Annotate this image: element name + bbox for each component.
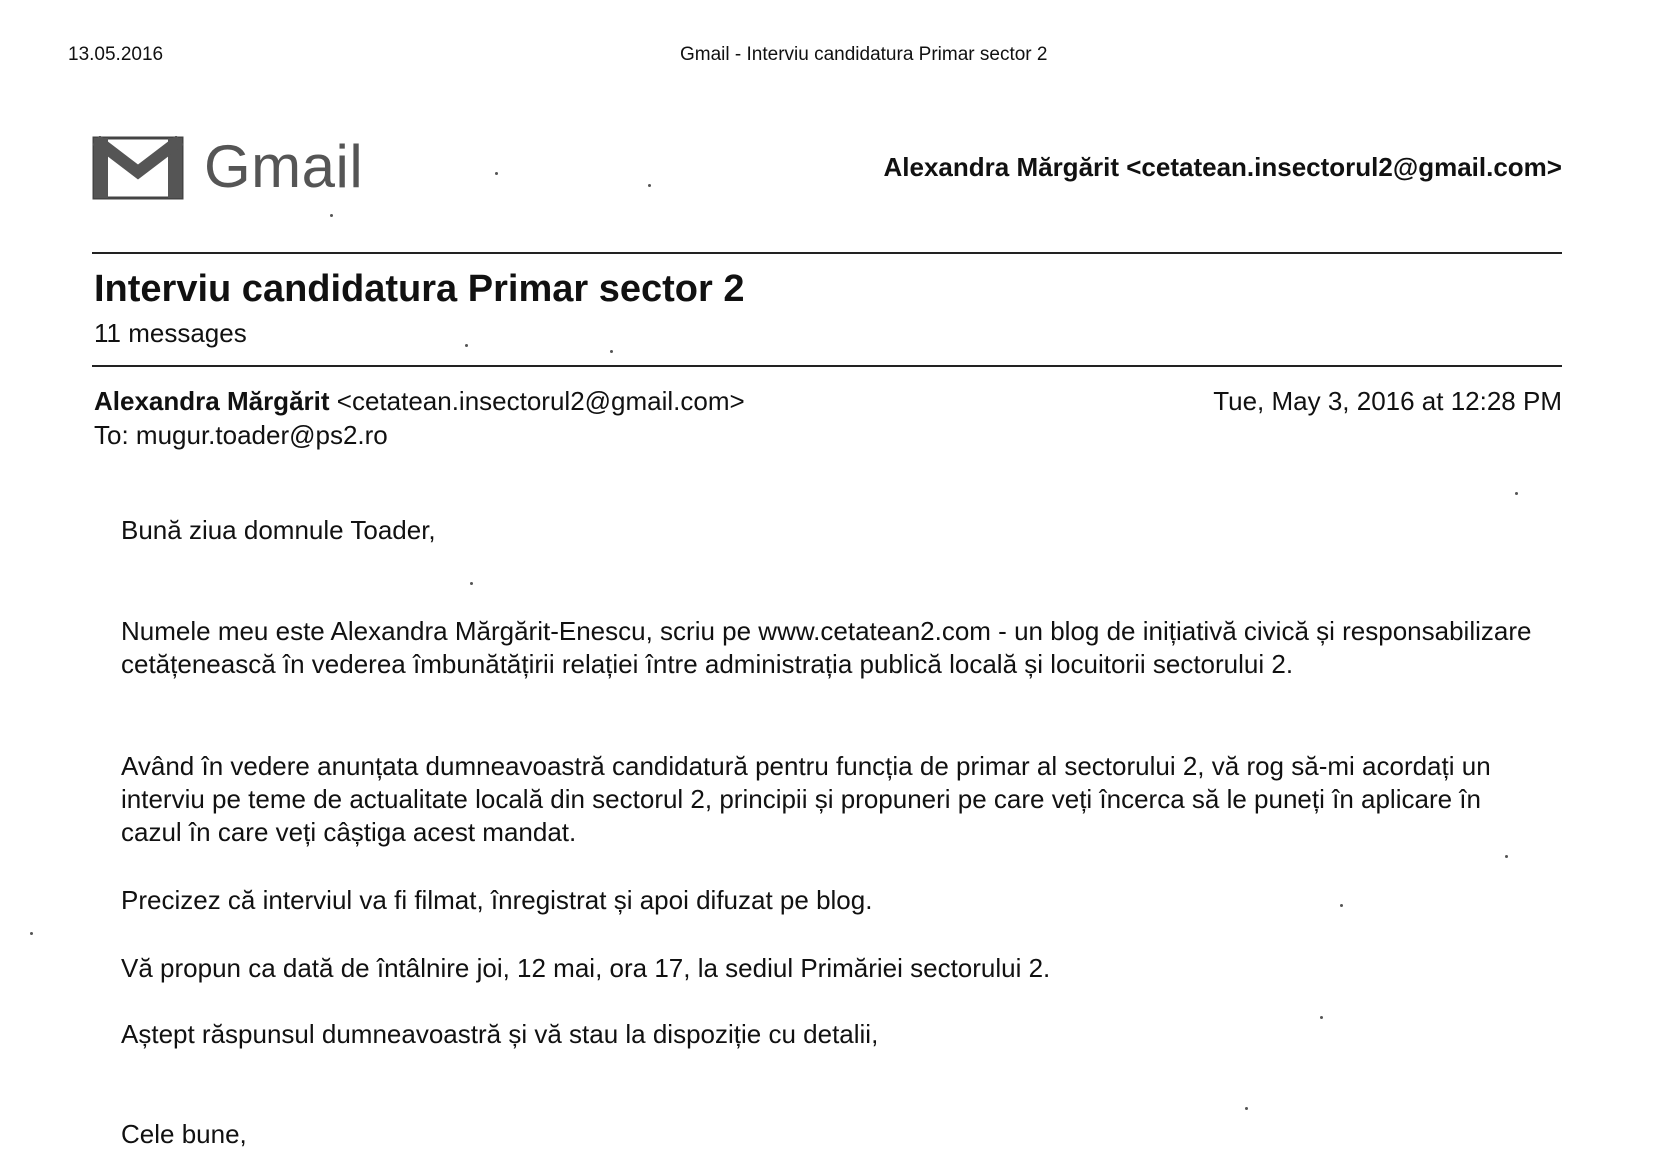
header-divider [92, 252, 1562, 254]
message-date: Tue, May 3, 2016 at 12:28 PM [1213, 386, 1562, 416]
message-paragraph: Precizez că interviul va fi filmat, înregistrat și apoi difuzat pe blog. [121, 885, 873, 915]
message-count: 11 messages [94, 318, 247, 348]
message-signoff: Cele bune, [121, 1119, 247, 1149]
scan-speck [648, 184, 651, 187]
message-paragraph: Având în vedere anunțata dumneavoastră candidatură pentru funcția de primar al sectorului 2, vă rog să-mi acordați un interviu pe teme de actualitate locală din sectorul 2, principii și propuneri pe care veți încerca să le puneți în aplicare în cazul în care veți câștiga acest mandat. [121, 751, 1491, 847]
scan-speck [330, 214, 333, 217]
scan-speck [495, 172, 498, 175]
scan-speck [1340, 904, 1343, 907]
scan-speck [1505, 855, 1508, 858]
scan-speck [1515, 492, 1518, 495]
scan-speck [30, 932, 33, 935]
message-recipient: To: mugur.toader@ps2.ro [94, 420, 388, 450]
message-sender [94, 386, 745, 417]
sender-email: <cetatean.insectorul2@gmail.com> [336, 386, 745, 416]
print-date: 13.05.2016 [68, 44, 164, 65]
scan-speck [1320, 1016, 1323, 1019]
scan-speck [610, 350, 613, 353]
sender-name: Alexandra Mărgărit [94, 386, 330, 416]
gmail-envelope-icon [92, 136, 184, 200]
message-paragraph: Numele meu este Alexandra Mărgărit-Enescu, scriu pe www.cetatean2.com - un blog de inițiativă civică și responsabilizare cetățenească în vederea îmbunătățirii relației între administrația publică locală și locuitorii sectorului 2. [121, 616, 1532, 679]
account-identity: Alexandra Mărgărit <cetatean.insectorul2@gmail.com> [883, 152, 1562, 182]
gmail-logo-text: Gmail [204, 133, 364, 200]
gmail-logo[interactable] [92, 132, 392, 202]
thread-subject: Interviu candidatura Primar sector 2 [94, 268, 745, 310]
scan-speck [465, 344, 468, 347]
message-paragraph: Aștept răspunsul dumneavoastră și vă stau la dispoziție cu detalii, [121, 1019, 879, 1049]
scan-speck [1245, 1107, 1248, 1110]
print-page-title: Gmail - Interviu candidatura Primar sector 2 [680, 44, 1048, 65]
message-paragraph: Vă propun ca dată de întâlnire joi, 12 mai, ora 17, la sediul Primăriei sectorului 2. [121, 953, 1051, 983]
scan-speck [470, 582, 473, 585]
thread-divider [92, 365, 1562, 367]
message-greeting: Bună ziua domnule Toader, [121, 515, 436, 545]
